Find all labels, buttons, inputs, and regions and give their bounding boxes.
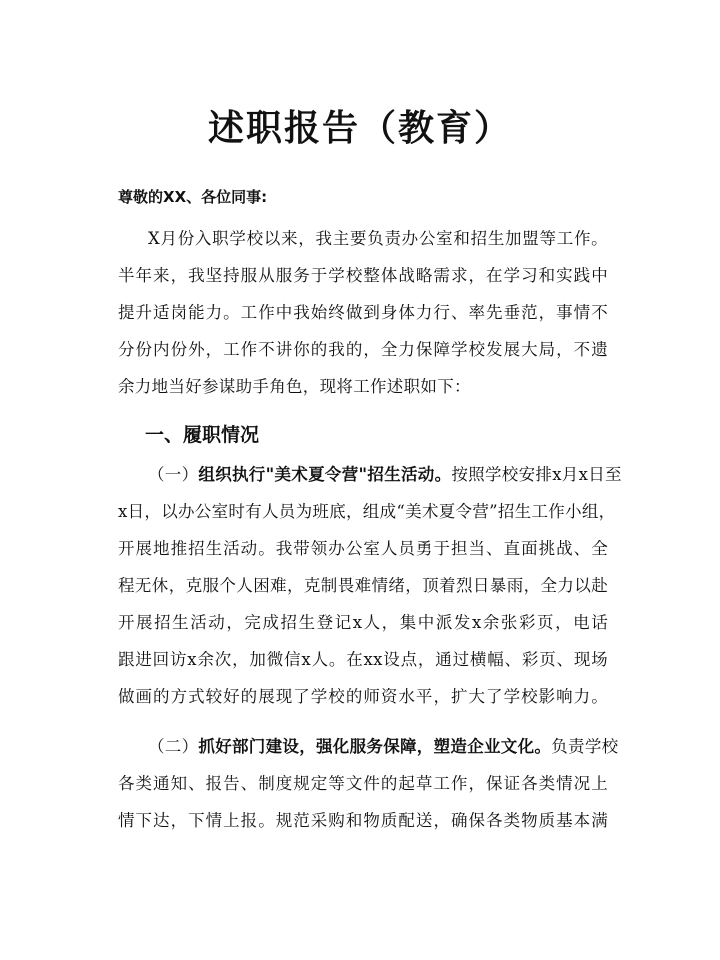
item1-first-line-rest: 按照学校安排x月x日至	[451, 465, 622, 484]
item1-line: x日，以办公室时有人员为班底，组成“美术夏令营”招生工作小组，	[118, 502, 616, 521]
item2-line: 各类通知、报告、制度规定等文件的起草工作，保证各类情况上	[118, 774, 608, 793]
item2-first-line	[148, 733, 619, 757]
item1-prefix: （一）	[148, 465, 199, 484]
item1-first-line	[148, 461, 622, 485]
item1-line: 跟进回访x余次，加微信x人。在xx设点，通过横幅、彩页、现场	[118, 650, 608, 669]
item1-line: 做画的方式较好的展现了学校的师资水平，扩大了学校影响力。	[118, 687, 608, 706]
intro-line: 提升适岗能力。工作中我始终做到身体力行、率先垂范，事情不	[118, 303, 608, 322]
item2-bold-title: 抓好部门建设，强化服务保障，塑造企业文化。	[198, 737, 552, 756]
document-title: 述职报告（教育）	[207, 108, 512, 149]
item1-line: 开展招生活动，完成招生登记x人，集中派发x余张彩页，电话	[118, 613, 608, 632]
item2-first-line-rest: 负责学校	[551, 737, 619, 756]
item1-line: 程无休，克服个人困难，克制畏难情绪，顶着烈日暴雨，全力以赴	[118, 576, 608, 595]
item1-bold-title: 组织执行"美术夏令营"招生活动。	[198, 465, 452, 484]
section-heading: 一、履职情况	[145, 424, 260, 446]
item1-line: 开展地推招生活动。我带领办公室人员勇于担当、直面挑战、全	[118, 539, 608, 558]
item2-line: 情下达，下情上报。规范采购和物质配送，确保各类物质基本满	[118, 811, 608, 830]
intro-line: 分份内份外，工作不讲你的我的，全力保障学校发展大局，不遗	[118, 340, 608, 359]
intro-line: 半年来，我坚持服从服务于学校整体战略需求，在学习和实践中	[118, 266, 608, 285]
item2-prefix: （二）	[148, 737, 199, 756]
intro-line: 余力地当好参谋助手角色，现将工作述职如下：	[118, 377, 471, 396]
intro-line: X月份入职学校以来，我主要负责办公室和招生加盟等工作。	[148, 229, 608, 248]
salutation: 尊敬的XX、各位同事:	[118, 188, 268, 206]
